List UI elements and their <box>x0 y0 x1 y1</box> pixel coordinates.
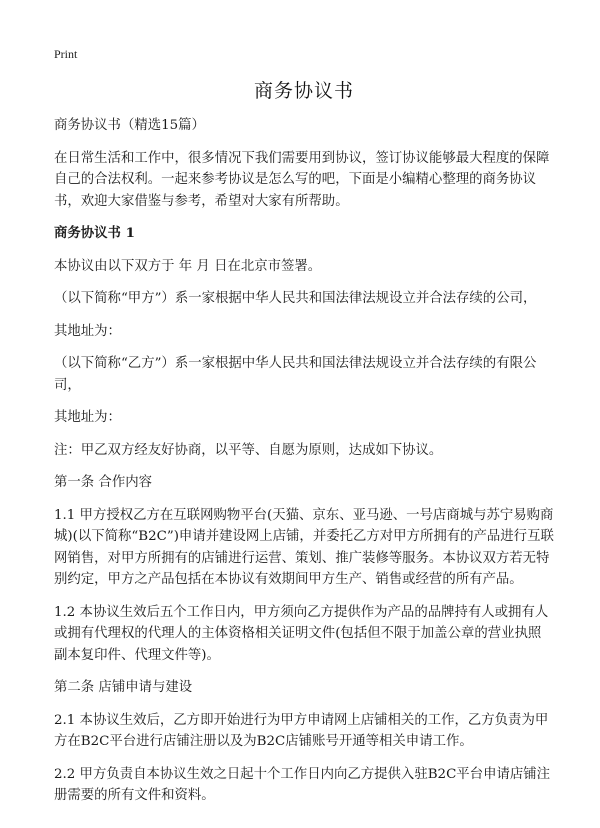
clause-2-2: 2.2 甲方负责自本协议生效之日起十个工作日内向乙方提供入驻B2C平台申请店铺注册需要的所有文件和资料。 <box>54 766 551 803</box>
paragraph-signing: 本协议由以下双方于 年 月 日在北京市签署。 <box>54 258 322 274</box>
document-page <box>54 76 554 816</box>
document-subtitle: 商务协议书（精选15篇） <box>54 118 205 133</box>
paragraph-note: 注：甲乙双方经友好协商，以平等、自愿为原则，达成如下协议。 <box>54 442 443 458</box>
article-2-heading: 第二条 店铺申请与建设 <box>54 680 193 695</box>
clause-2-1: 2.1 本协议生效后，乙方即开始进行为甲方申请网上店铺相关的工作，乙方负责为甲方在B2C平台进行店铺注册以及为B2C店铺账号开通等相关申请工作。 <box>54 712 549 749</box>
document-title: 商务协议书 <box>253 80 354 102</box>
intro-paragraph: 在日常生活和工作中，很多情况下我们需要用到协议，签订协议能够最大程度的保障自己的合法权利。一起来参考协议是怎么写的吧，下面是小编精心整理的商务协议书，欢迎大家借鉴与参考，希望对大家有所帮助。 <box>54 150 550 209</box>
paragraph-party-b: （以下简称“乙方”）系一家根据中华人民共和国法律法规设立并合法存续的有限公司， <box>54 356 537 393</box>
clause-1-2: 1.2 本协议生效后五个工作日内，甲方须向乙方提供作为产品的品牌持有人或拥有人或拥有代理权的代理人的主体资格相关证明文件(包括但不限于加盖公章的营业执照副本复印件、代理文件等)。 <box>54 604 549 663</box>
print-link[interactable]: Print <box>54 47 78 61</box>
paragraph-party-a: （以下简称“甲方”）系一家根据中华人民共和国法律法规设立并合法存续的公司， <box>54 291 537 306</box>
paragraph-party-a-address: 其地址为： <box>54 323 121 339</box>
clause-1-1: 1.1 甲方授权乙方在互联网购物平台(天猫、京东、亚马逊、一号店商城与苏宁易购商城)(以下简称“B2C”)申请并建设网上店铺，并委托乙方对甲方所拥有的产品进行互联网销售，对甲方所拥有的店铺进行运营、策划、推广装修等服务。本协议双方若无特别约定，甲方之产品包括在本协议有效期间甲方生产、销售或经营的所有产品。 <box>54 507 554 587</box>
article-1-heading: 第一条 合作内容 <box>54 475 152 490</box>
paragraph-party-b-address: 其地址为： <box>54 410 121 425</box>
section-heading: 商务协议书 1 <box>54 225 135 241</box>
